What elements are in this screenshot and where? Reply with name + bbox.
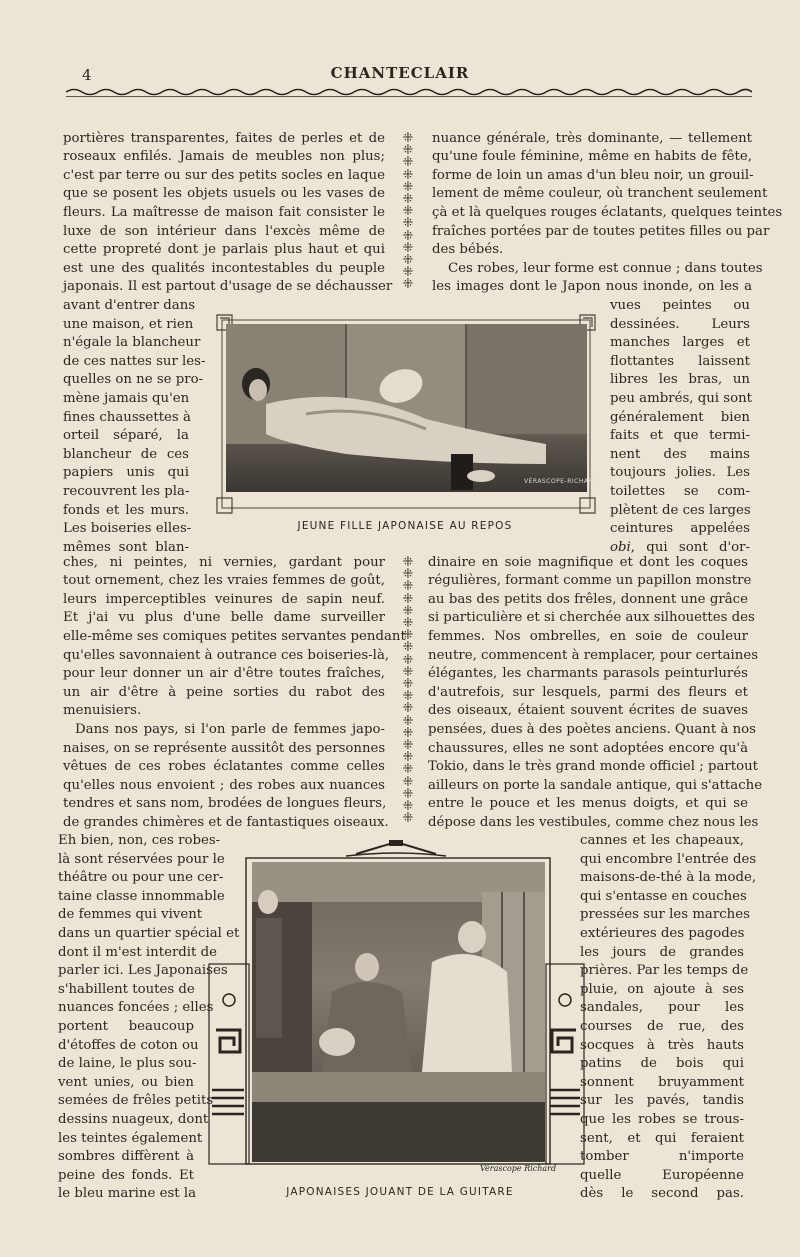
- text-line: que se posent les objets usuels ou les vases de: [63, 186, 385, 202]
- text-line: les teintes également: [58, 1130, 203, 1146]
- text-line: dès le second pas.: [580, 1186, 744, 1202]
- text-line: nuance générale, très dominante, — tellement: [432, 130, 752, 146]
- text-line: sonnent bruyamment: [580, 1074, 744, 1090]
- text-line: pour leur donner un air d'être toutes fraîches,: [63, 666, 385, 682]
- text-line: portent beaucoup: [58, 1019, 194, 1034]
- text-line: Les boiseries elles-: [63, 521, 192, 537]
- text-line: sent, et qui feraient: [580, 1130, 744, 1146]
- text-line: taine classe innommable: [58, 888, 225, 904]
- text-line: luxe de son intérieur dans l'excès même de: [63, 223, 385, 239]
- text-line: des bébés.: [432, 242, 504, 258]
- text-line: Eh bien, non, ces robes-: [58, 833, 221, 848]
- text-line: prières. Par les temps de: [580, 963, 749, 979]
- text-line: flottantes laissent: [610, 353, 750, 369]
- text-line: mêmes sont blan-: [63, 539, 189, 555]
- header-wavy-rule: [66, 86, 752, 98]
- text-line: au bas des petits dos frêles, donnent une grâce: [428, 591, 748, 607]
- text-line: théâtre ou pour une cer-: [58, 870, 224, 886]
- text-line: est une des qualités incontestables du peuple: [63, 260, 385, 276]
- text-line: portières transparentes, faites de perles et de: [63, 130, 385, 146]
- text-line: vêtues de ces robes éclatantes comme celles: [63, 759, 385, 775]
- figure-caption: JEUNE FILLE JAPONAISE AU REPOS: [297, 520, 513, 532]
- text-line: les jours de grandes: [580, 944, 744, 960]
- text-line: sombres diffèrent à: [58, 1149, 194, 1165]
- text-line: Dans nos pays, si l'on parle de femmes japo-: [75, 721, 385, 737]
- text-line: semées de frêles petits: [58, 1093, 214, 1109]
- text-line: Et j'ai vu plus d'une belle dame surveiller: [63, 610, 385, 626]
- text-line: recouvrent les pla-: [63, 484, 190, 499]
- text-line: là sont réservées pour le: [58, 851, 225, 867]
- text-line: vues peintes ou: [610, 298, 750, 313]
- text-line: dépose dans les vestibules, comme chez nous les: [428, 814, 759, 830]
- text-line: libres les bras, un: [610, 372, 750, 388]
- text-line: Ces robes, leur forme est connue ; dans toutes: [448, 260, 763, 276]
- text-line: une maison, et rien: [63, 316, 194, 332]
- text-line: papiers unis qui: [63, 465, 189, 481]
- text-line: extérieures des pagodes: [580, 926, 745, 941]
- text-line: qu'une foule féminine, même en habits de fête,: [432, 149, 752, 165]
- text-line: courses de rue, des: [580, 1019, 744, 1034]
- text-line: un air d'être à peine sorties du rabot des: [63, 684, 385, 700]
- text-line: blancheur de ces: [63, 446, 189, 462]
- text-line: ceintures appelées: [610, 521, 750, 537]
- text-line: de femmes qui vivent: [58, 907, 203, 923]
- photo-credit: VÉRASCOPE-RICHARD: [524, 478, 599, 485]
- text-line: pressées sur les marches: [580, 907, 750, 923]
- text-line: forme de loin un amas d'un bleu noir, un grouil-: [432, 167, 754, 183]
- text-line: tomber n'importe: [580, 1149, 744, 1165]
- text-line: entre le pouce et les menus doigts, et qui se: [428, 796, 748, 812]
- text-line: de ces nattes sur les-: [63, 353, 206, 369]
- text-line: qui s'entasse en couches: [580, 888, 747, 904]
- column-separator-ornament: ⁜ ⁜ ⁜ ⁜ ⁜ ⁜ ⁜ ⁜ ⁜ ⁜ ⁜ ⁜ ⁜ ⁜ ⁜ ⁜ ⁜ ⁜ ⁜ ⁜ ⁜ ⁜: [402, 555, 414, 827]
- text-line: obi, qui sont d'or-: [610, 539, 750, 555]
- text-line: ailleurs on porte la sandale antique, qui s'attache: [428, 777, 763, 793]
- text-line: roseaux enfilés. Jamais de meubles non plus;: [63, 149, 385, 165]
- text-line: de grandes chimères et de fantastiques oiseaux.: [63, 814, 389, 830]
- text-line: peu ambrés, qui sont: [610, 391, 753, 406]
- text-line: nuances foncées ; elles: [58, 1000, 214, 1016]
- text-line: tendres et sans nom, brodées de longues fleurs,: [63, 796, 387, 812]
- text-line: cannes et les chapeaux,: [580, 833, 744, 848]
- photo-credit: Vérascope Richard: [480, 1164, 557, 1173]
- photo-girl-resting: [226, 324, 587, 492]
- text-line: patins de bois qui: [580, 1056, 744, 1072]
- text-line: que les robes se trous-: [580, 1112, 744, 1127]
- text-line: tout ornement, chez les vraies femmes de goût,: [63, 573, 385, 589]
- text-line: dont il m'est interdit de: [58, 944, 218, 960]
- text-line: sandales, pour les: [580, 1000, 744, 1016]
- text-line: toujours jolies. Les: [610, 465, 750, 481]
- text-line: fraîches portées par de toutes petites filles ou par: [432, 223, 770, 239]
- text-line: plètent de ces larges: [610, 502, 751, 518]
- text-line: fonds et les murs.: [63, 502, 189, 518]
- text-line: leurs imperceptibles veinures de sapin neuf.: [63, 591, 385, 607]
- figure-caption: JAPONAISES JOUANT DE LA GUITARE: [286, 1186, 514, 1198]
- text-line: lement de même couleur, où tranchent seulement: [432, 186, 768, 202]
- text-line: fines chaussettes à: [63, 409, 191, 425]
- text-line: des oiseaux, étaient souvent écrites de suaves: [428, 703, 748, 719]
- text-line: elle-même ses comiques petites servantes pendant: [63, 628, 406, 644]
- text-line: naises, on se représente aussitôt des personnes: [63, 740, 386, 756]
- page-number: 4: [82, 66, 92, 84]
- text-line: orteil séparé, la: [63, 428, 189, 444]
- text-line: neutre, commencent à remplacer, pour certaines: [428, 647, 759, 663]
- text-line: le bleu marine est la: [58, 1186, 197, 1202]
- text-line: de laine, le plus sou-: [58, 1056, 197, 1072]
- text-line: socques à très hauts: [580, 1037, 744, 1053]
- text-line: les images dont le Japon nous inonde, on les a: [432, 279, 752, 295]
- text-line: maisons-de-thé à la mode,: [580, 870, 757, 886]
- text-line: n'égale la blancheur: [63, 335, 201, 351]
- text-line: vent unies, ou bien: [58, 1074, 194, 1090]
- text-line: qu'elles savonnaient à outrance ces boiseries-là,: [63, 647, 390, 663]
- text-line: qu'elles nous envoient ; des robes aux nuances: [63, 777, 385, 793]
- text-line: cette propreté dont je parlais plus haut et qui: [63, 242, 385, 258]
- text-line: d'étoffes de coton ou: [58, 1037, 199, 1053]
- text-line: quelles on ne se pro-: [63, 372, 204, 388]
- column-separator-ornament: ⁜ ⁜ ⁜ ⁜ ⁜ ⁜ ⁜ ⁜ ⁜ ⁜ ⁜ ⁜ ⁜: [402, 131, 414, 293]
- text-line: menuisiers.: [63, 703, 142, 719]
- photo-women-playing-guitar: [252, 862, 545, 1162]
- text-line: nent des mains: [610, 446, 750, 462]
- text-line: quelle Européenne: [580, 1167, 744, 1183]
- text-line: c'est par terre ou sur des petits socles en laque: [63, 167, 385, 183]
- text-line: régulières, formant comme un papillon monstre: [428, 573, 752, 589]
- text-line: avant d'entrer dans: [63, 298, 196, 313]
- text-line: femmes. Nos ombrelles, en soie de couleur: [428, 628, 748, 644]
- text-line: si particulière et si cherchée aux silhouettes des: [428, 610, 755, 626]
- text-line: parler ici. Les Japonaises: [58, 963, 228, 979]
- text-line: qui encombre l'entrée des: [580, 851, 757, 867]
- text-line: japonais. Il est partout d'usage de se déchausser: [63, 279, 393, 295]
- text-line: élégantes, les charmants parasols peinturlurés: [428, 666, 748, 682]
- text-line: dans un quartier spécial et: [58, 926, 240, 941]
- text-line: pensées, dues à des poètes anciens. Quant à nos: [428, 721, 756, 737]
- text-line: fleurs. La maîtresse de maison fait consister le: [63, 204, 385, 220]
- text-line: chaussures, elles ne sont adoptées encore qu'à: [428, 740, 748, 756]
- text-line: dessinées. Leurs: [610, 316, 750, 332]
- text-line: çà et là quelques rouges éclatants, quelques teintes: [432, 204, 783, 220]
- text-line: manches larges et: [610, 335, 750, 351]
- text-line: mène jamais qu'en: [63, 391, 190, 406]
- text-line: dinaire en soie magnifique et dont les coques: [428, 554, 748, 570]
- text-line: généralement bien: [610, 409, 750, 425]
- text-line: dessins nuageux, dont: [58, 1112, 209, 1127]
- text-line: Tokio, dans le très grand monde officiel ; partout: [428, 759, 759, 775]
- text-line: ches, ni peintes, ni vernies, gardant pour: [63, 554, 385, 570]
- text-line: peine des fonds. Et: [58, 1167, 194, 1183]
- text-line: d'autrefois, sur lesquels, parmi des fleurs et: [428, 684, 748, 700]
- text-line: toilettes se com-: [610, 484, 750, 499]
- text-line: pluie, on ajoute à ses: [580, 981, 744, 997]
- text-line: s'habillent toutes de: [58, 981, 195, 997]
- journal-title: CHANTECLAIR: [330, 64, 470, 82]
- text-line: sur les pavés, tandis: [580, 1093, 744, 1109]
- text-line: faits et que termi-: [610, 428, 750, 444]
